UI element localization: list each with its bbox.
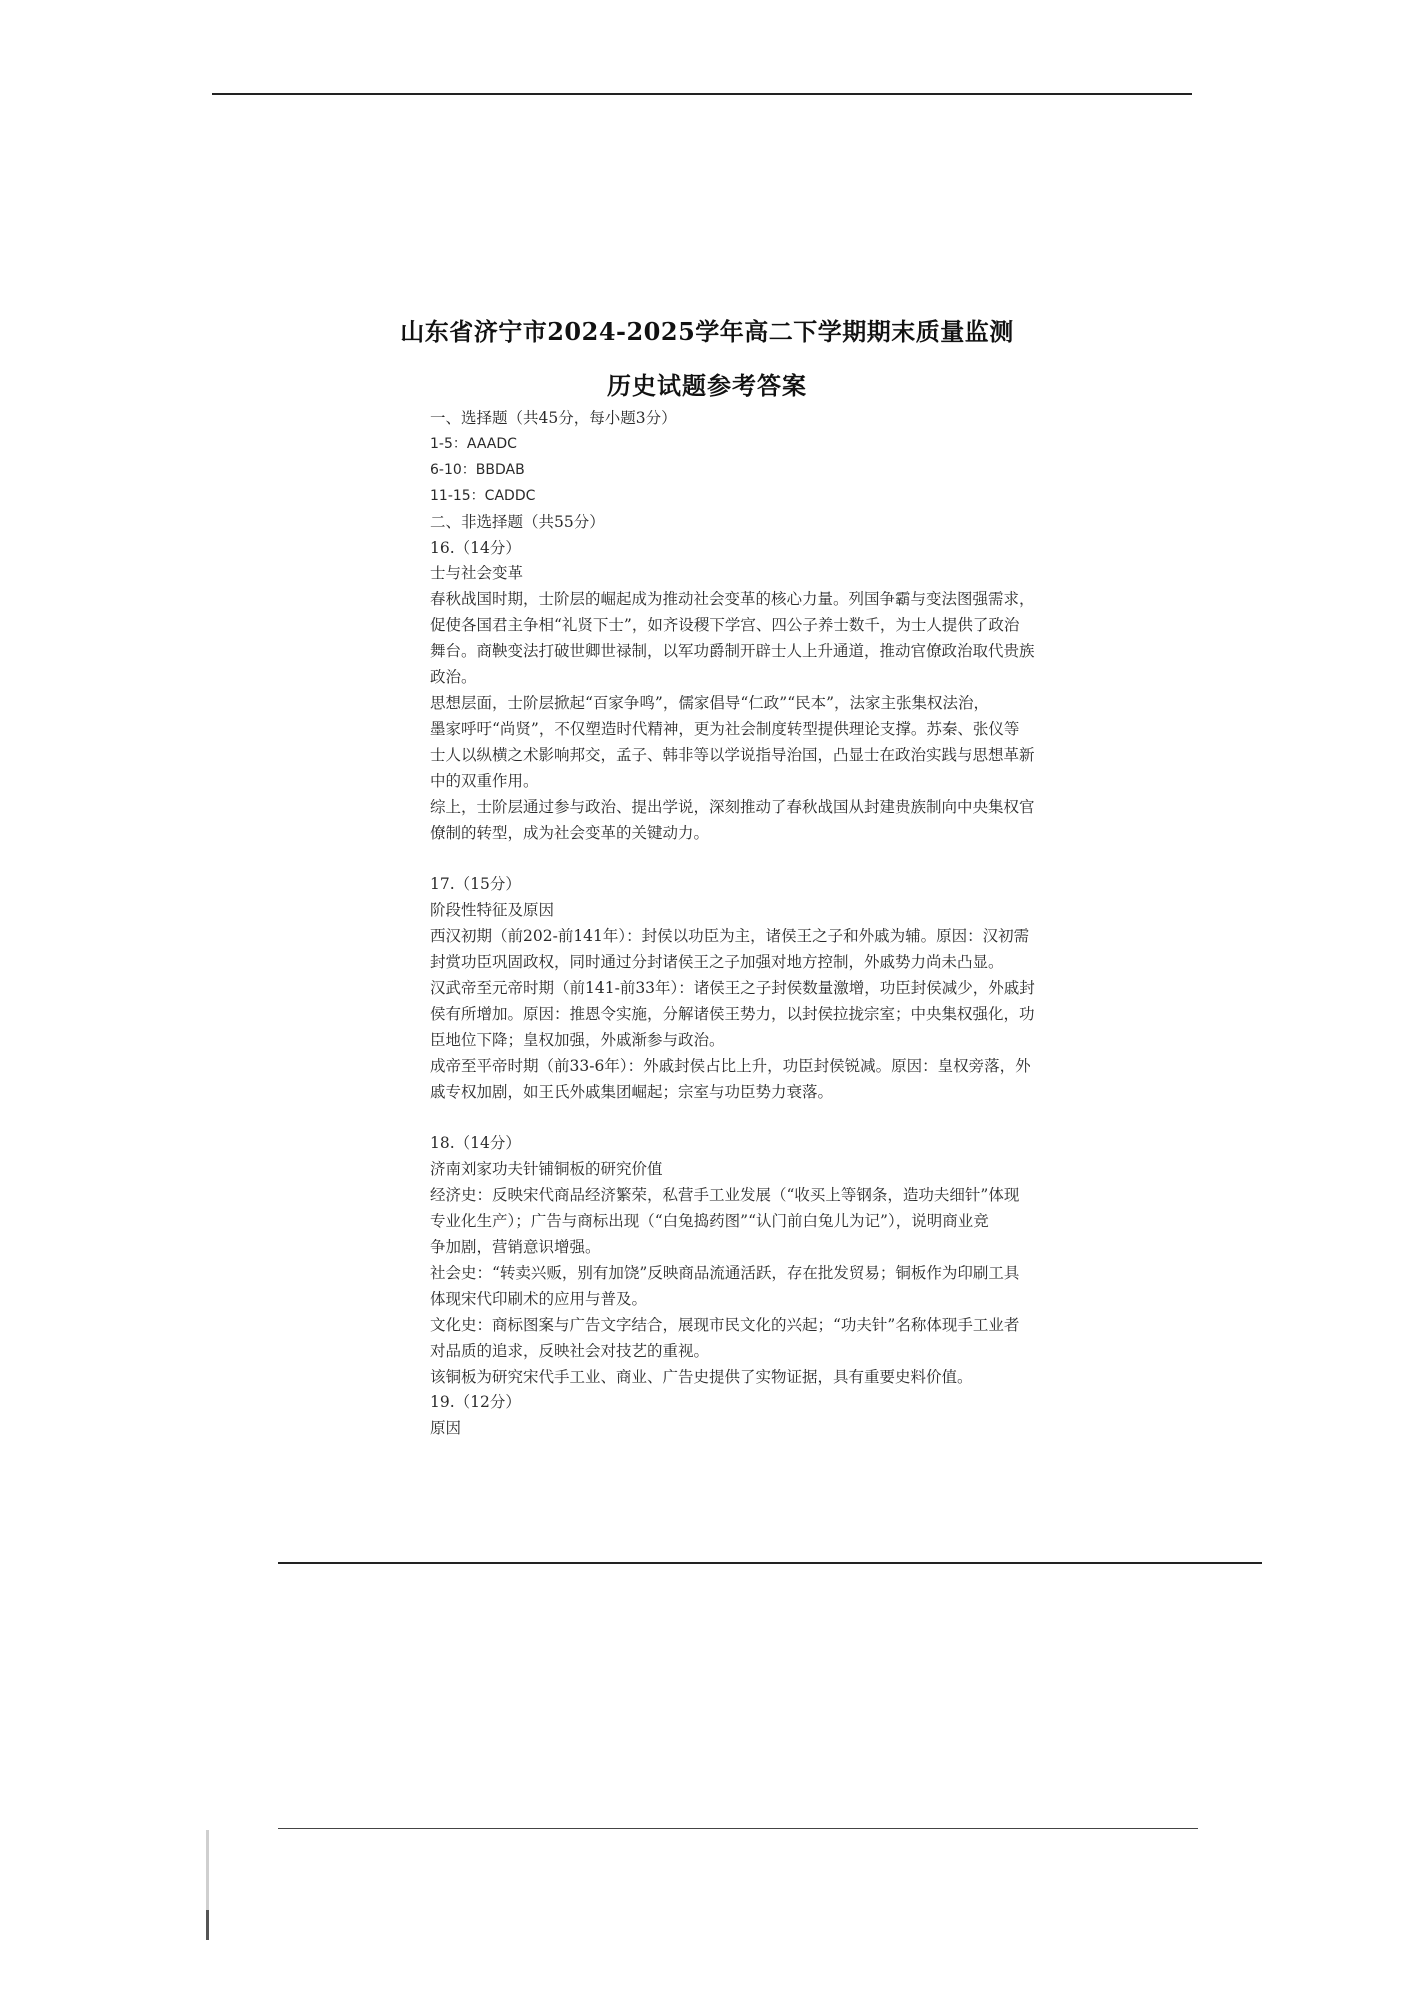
q16-label: 16.（14分） <box>430 538 521 557</box>
q17-topic: 阶段性特征及原因 <box>430 901 555 920</box>
q16-line: 墨家呼吁“尚贤”，不仅塑造时代精神，更为社会制度转型提供理论支撑。苏秦、张仪等 <box>430 719 1020 738</box>
q17-label: 17.（15分） <box>430 875 521 894</box>
q17-line: 臣地位下降；皇权加强，外戚渐参与政治。 <box>430 1030 725 1049</box>
q18-line: 专业化生产）；广告与商标出现（“白兔捣药图”“认门前白兔儿为记”），说明商业竞 <box>430 1212 989 1231</box>
section1-heading: 一、选择题（共45分，每小题3分） <box>430 409 677 427</box>
q18-line: 文化史：商标图案与广告文字结合，展现市民文化的兴起；“功夫针”名称体现手工业者 <box>430 1315 1020 1334</box>
q16-line: 中的双重作用。 <box>430 771 539 790</box>
q18-line: 经济史：反映宋代商品经济繁荣，私营手工业发展（“收买上等钢条，造功夫细针”体现 <box>430 1186 1020 1205</box>
spacer <box>430 1105 1122 1131</box>
q18-line: 对品质的追求，反映社会对技艺的重视。 <box>430 1341 710 1360</box>
section2-heading: 二、非选择题（共55分） <box>430 512 605 531</box>
q17-line: 成帝至平帝时期（前33-6年）：外戚封侯占比上升，功臣封侯锐减。原因：皇权旁落，外 <box>430 1056 1031 1075</box>
q18-line: 社会史：“转卖兴贩，别有加饶”反映商品流通活跃，存在批发贸易；铜板作为印刷工具 <box>430 1263 1020 1282</box>
top-rule <box>212 93 1192 95</box>
mc-answers-11-15: 11-15：CADDC <box>430 487 536 504</box>
q17-line: 戚专权加剧，如王氏外戚集团崛起；宗室与功臣势力衰落。 <box>430 1082 834 1101</box>
mc-answers-1-5: 1-5：AAADC <box>430 435 517 452</box>
q19-label: 19.（12分） <box>430 1393 521 1412</box>
q17-line: 汉武帝至元帝时期（前141-前33年）：诸侯王之子封侯数量激增，功臣封侯减少，外戚封 <box>430 978 1035 997</box>
middle-rule <box>278 1562 1262 1564</box>
q18-topic: 济南刘家功夫针铺铜板的研究价值 <box>430 1160 663 1179</box>
q18-line: 体现宋代印刷术的应用与普及。 <box>430 1289 648 1308</box>
q16-topic: 士与社会变革 <box>430 564 524 583</box>
q18-label: 18.（14分） <box>430 1134 521 1153</box>
q18-line: 该铜板为研究宋代手工业、商业、广告史提供了实物证据，具有重要史料价值。 <box>430 1367 973 1386</box>
bottom-rule <box>278 1828 1198 1829</box>
q16-line: 春秋战国时期，士阶层的崛起成为推动社会变革的核心力量。列国争霸与变法图强需求， <box>430 590 1035 609</box>
q16-line: 综上，士阶层通过参与政治、提出学说，深刻推动了春秋战国从封建贵族制向中央集权官 <box>430 797 1035 816</box>
q16-line: 政治。 <box>430 668 477 687</box>
answer-content <box>430 406 1122 1442</box>
q16-line: 思想层面，士阶层掀起“百家争鸣”，儒家倡导“仁政”“民本”，法家主张集权法治， <box>430 693 990 712</box>
scan-edge-mark <box>206 1910 209 1940</box>
q19-topic: 原因 <box>430 1419 462 1438</box>
page-subtitle: 历史试题参考答案 <box>607 371 807 400</box>
q16-line: 僚制的转型，成为社会变革的关键动力。 <box>430 823 710 842</box>
q16-line: 舞台。商鞅变法打破世卿世禄制，以军功爵制开辟士人上升通道，推动官僚政治取代贵族 <box>430 642 1035 661</box>
spacer <box>430 846 1122 872</box>
q17-line: 西汉初期（前202-前141年）：封侯以功臣为主，诸侯王之子和外戚为辅。原因：汉初需 <box>430 927 1030 946</box>
mc-answers-6-10: 6-10：BBDAB <box>430 461 525 478</box>
q17-line: 侯有所增加。原因：推恩令实施，分解诸侯王势力，以封侯拉拢宗室；中央集权强化，功 <box>430 1004 1035 1023</box>
q17-line: 封赏功臣巩固政权，同时通过分封诸侯王之子加强对地方控制，外戚势力尚未凸显。 <box>430 953 1004 972</box>
q16-line: 促使各国君主争相“礼贤下士”，如齐设稷下学宫、四公子养士数千，为士人提供了政治 <box>430 616 1020 635</box>
page-title: 山东省济宁市2024-2025学年高二下学期期末质量监测 <box>400 317 1014 346</box>
q16-line: 士人以纵横之术影响邦交，孟子、韩非等以学说指导治国，凸显士在政治实践与思想革新 <box>430 745 1035 764</box>
q18-line: 争加剧，营销意识增强。 <box>430 1237 601 1256</box>
